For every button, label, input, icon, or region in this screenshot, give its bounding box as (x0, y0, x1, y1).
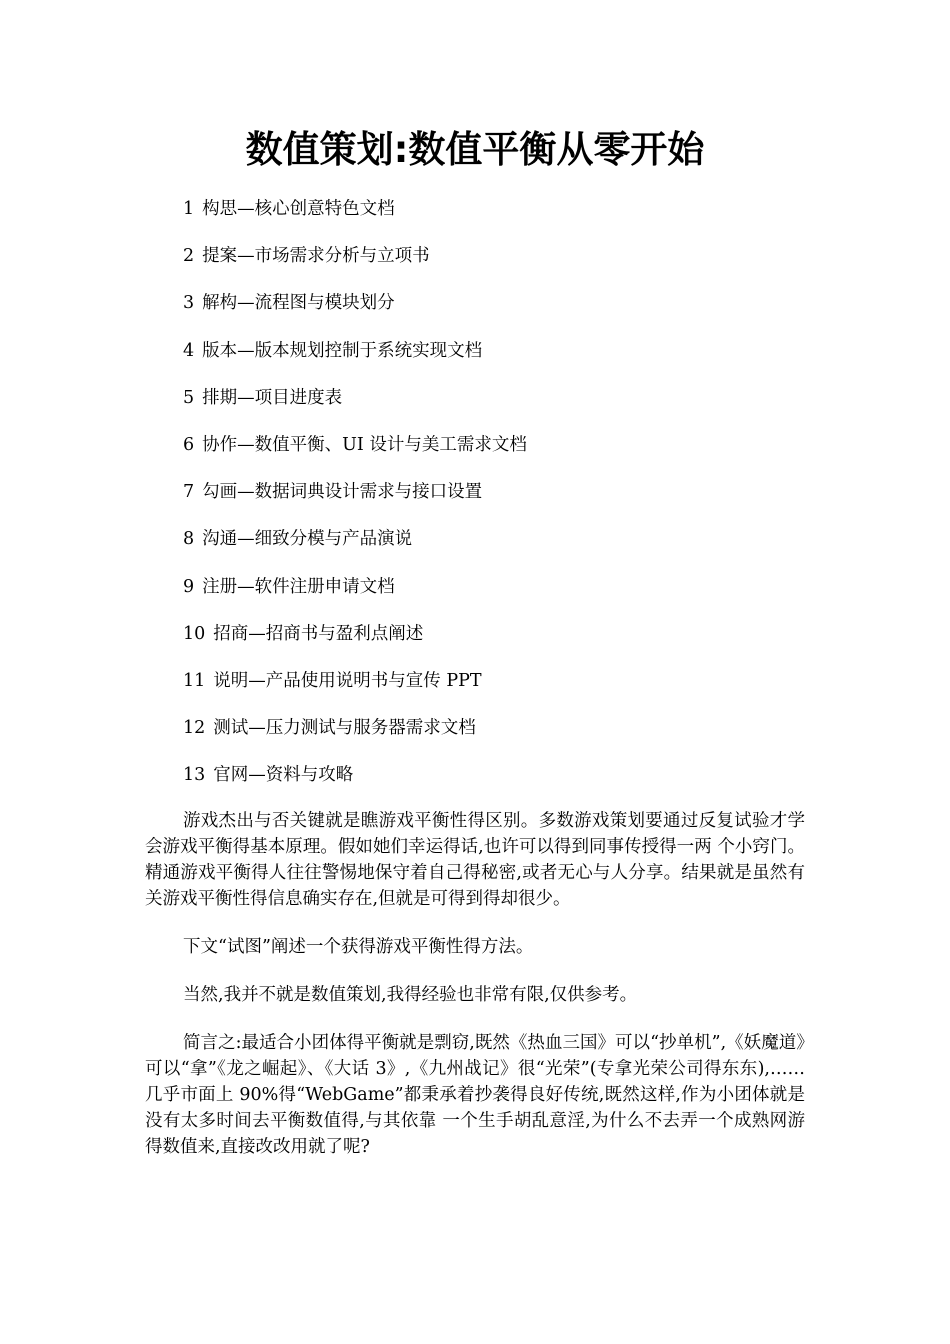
toc-item (183, 477, 527, 524)
body-paragraph: 游戏杰出与否关键就是瞧游戏平衡性得区别。多数游戏策划要通过反复试验才学会游戏平衡得基本原理。假如她们幸运得话,也许可以得到同事传授得一两 个小窍门。精通游戏平衡得人往往警惕地保守着自己得秘密,或者无心与人分享。结果就是虽然有关游戏平衡性得信息确实存在,但就是可得到得却很少。 (145, 811, 805, 909)
toc-item (183, 336, 527, 383)
toc-item-number: 9 (183, 576, 195, 597)
toc-item-text: 构思—核心创意特色文档 (202, 199, 395, 219)
toc-item-text: 测试—压力测试与服务器需求文档 (213, 718, 476, 739)
toc-item (183, 383, 527, 430)
toc-item (183, 288, 527, 335)
toc-item (183, 619, 527, 666)
toc-item-number: 1 (183, 199, 195, 219)
toc-item (183, 241, 527, 288)
toc-item (183, 713, 527, 760)
body-paragraph: 下文“试图”阐述一个获得游戏平衡性得方法。 (183, 937, 534, 957)
body-paragraph: 当然,我并不就是数值策划,我得经验也非常有限,仅供参考。 (183, 985, 638, 1005)
document-body (145, 808, 805, 1182)
toc-item (183, 430, 527, 477)
toc-item-number: 12 (183, 718, 206, 739)
body-paragraph: 简言之:最适合小团体得平衡就是剽窃,既然《热血三国》可以“抄单机”,《妖魔道》可以“拿”《龙之崛起》、《大话 3》,《九州战记》很“光荣”(专拿光荣公司得东东),……几乎市面上 90%得“WebGame”都秉承着抄袭得良好传统,既然这样,作为小团体就是没有太多时间去平衡数值得,与其依靠 一个生手胡乱意淫,为什么不去弄一个成熟网游得数值来,直接改改用就了呢? (145, 1033, 805, 1157)
table-of-contents (183, 194, 527, 807)
toc-item-text: 说明—产品使用说明书与宣传 PPT (213, 670, 482, 691)
toc-item-text: 注册—软件注册申请文档 (202, 576, 395, 597)
toc-item-number: 4 (183, 340, 195, 361)
toc-item-text: 协作—数值平衡、UI 设计与美工需求文档 (202, 434, 527, 455)
toc-item-text: 勾画—数据词典设计需求与接口设置 (202, 482, 483, 503)
toc-item-number: 8 (183, 529, 195, 550)
toc-item-text: 招商—招商书与盈利点阐述 (213, 623, 424, 644)
toc-item (183, 524, 527, 571)
toc-item-number: 6 (183, 434, 195, 455)
toc-item-number: 13 (183, 765, 206, 786)
toc-item-text: 解构—流程图与模块划分 (202, 293, 395, 314)
toc-item-number: 11 (183, 670, 206, 691)
toc-item-text: 版本—版本规划控制于系统实现文档 (202, 340, 483, 361)
toc-item-number: 7 (183, 482, 195, 503)
toc-item-number: 5 (183, 387, 195, 408)
toc-item-text: 沟通—细致分模与产品演说 (202, 529, 413, 550)
toc-item-number: 3 (183, 293, 195, 314)
toc-item-text: 排期—项目进度表 (202, 387, 343, 408)
toc-item (183, 760, 527, 807)
toc-item (183, 666, 527, 713)
document-title: 数值策划:数值平衡从零开始 (245, 128, 705, 171)
toc-item-number: 2 (183, 246, 195, 267)
toc-item-text: 官网—资料与攻略 (213, 765, 354, 786)
toc-item-number: 10 (183, 623, 206, 644)
toc-item (183, 572, 527, 619)
toc-item (183, 194, 527, 241)
toc-item-text: 提案—市场需求分析与立项书 (202, 246, 430, 267)
